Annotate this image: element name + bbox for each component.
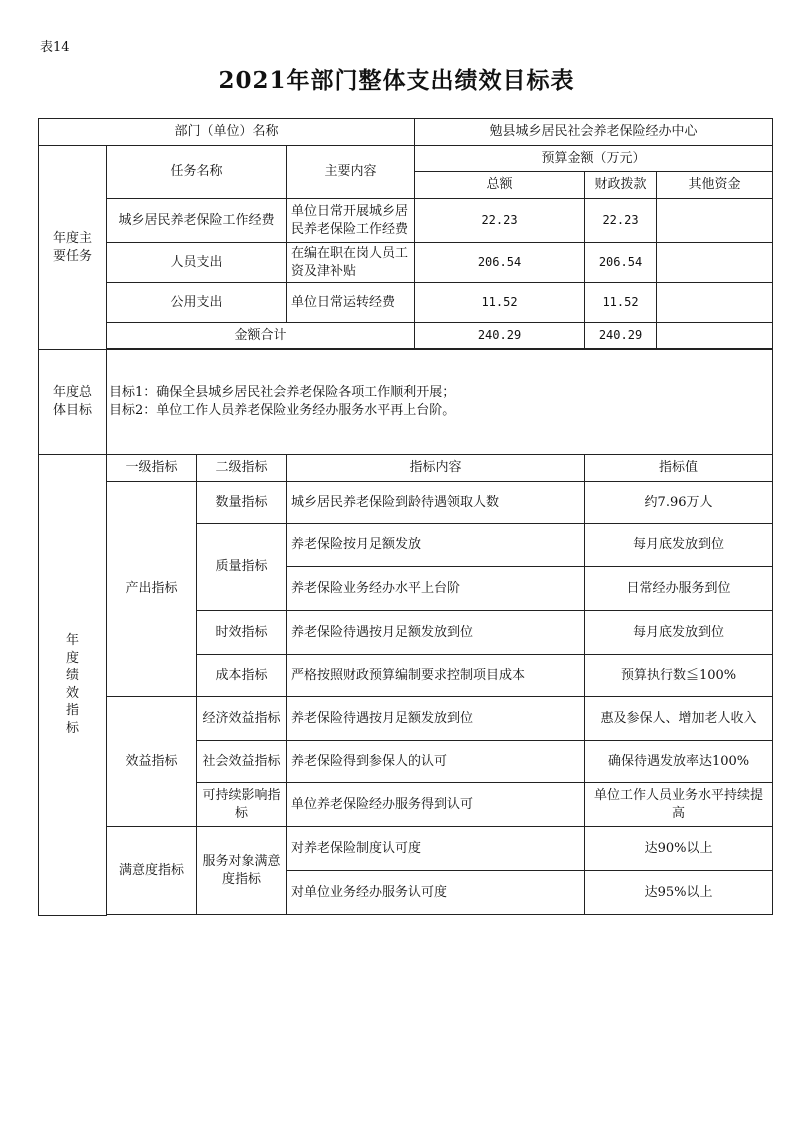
indicator-content: 单位养老保险经办服务得到认可 <box>287 783 585 827</box>
page-title: 2021年部门整体支出绩效目标表 <box>218 67 575 94</box>
task-total: 22.23 <box>415 199 585 243</box>
service-satisfaction-label: 服务对象满意度指标 <box>197 827 287 915</box>
indicator-content: 对养老保险制度认可度 <box>287 827 585 871</box>
level1-header: 一级指标 <box>107 455 197 482</box>
task-name-header: 任务名称 <box>107 146 287 199</box>
satisfaction-indicator-label: 满意度指标 <box>107 827 197 915</box>
indicator-content: 城乡居民养老保险到龄待遇领取人数 <box>287 482 585 524</box>
task-other <box>657 199 773 243</box>
annual-tasks-label: 年度主要任务 <box>39 146 107 350</box>
goal-line: 目标1：确保全县城乡居民社会养老保险各项工作顺利开展； <box>109 384 456 400</box>
performance-indicators-label: 年度绩效指标 <box>39 455 107 916</box>
task-other <box>657 243 773 283</box>
task-name: 城乡居民养老保险工作经费 <box>107 199 287 243</box>
main-content-header: 主要内容 <box>287 146 415 199</box>
fiscal-header: 财政拨款 <box>585 172 657 199</box>
indicator-value: 单位工作人员业务水平持续提高 <box>585 783 773 827</box>
task-content: 单位日常运转经费 <box>287 283 415 323</box>
indicator-content: 对单位业务经办服务认可度 <box>287 871 585 915</box>
task-content: 单位日常开展城乡居民养老保险工作经费 <box>287 199 415 243</box>
indicator-value: 日常经办服务到位 <box>585 567 773 611</box>
indicator-content: 养老保险待遇按月足额发放到位 <box>287 611 585 655</box>
task-content: 在编在职在岗人员工资及津补贴 <box>287 243 415 283</box>
indicator-value: 确保待遇发放率达100% <box>585 741 773 783</box>
indicator-content: 养老保险得到参保人的认可 <box>287 741 585 783</box>
benefit-indicator-label: 效益指标 <box>107 697 197 827</box>
indicator-value: 每月底发放到位 <box>585 524 773 567</box>
task-fiscal: 206.54 <box>585 243 657 283</box>
task-total: 11.52 <box>415 283 585 323</box>
task-fiscal: 11.52 <box>585 283 657 323</box>
indicator-content: 养老保险待遇按月足额发放到位 <box>287 697 585 741</box>
level2-header: 二级指标 <box>197 455 287 482</box>
indicator-value: 每月底发放到位 <box>585 611 773 655</box>
timeliness-indicator-label: 时效指标 <box>197 611 287 655</box>
other-funds-header: 其他资金 <box>657 172 773 199</box>
sum-fiscal: 240.29 <box>585 323 657 349</box>
total-header: 总额 <box>415 172 585 199</box>
annual-goals-content <box>107 350 773 455</box>
cost-indicator-label: 成本指标 <box>197 655 287 697</box>
task-name: 公用支出 <box>107 283 287 323</box>
task-other <box>657 283 773 323</box>
sustainability-label: 可持续影响指标 <box>197 783 287 827</box>
indicator-value: 达95%以上 <box>585 871 773 915</box>
task-name: 人员支出 <box>107 243 287 283</box>
task-total: 206.54 <box>415 243 585 283</box>
quantity-indicator-label: 数量指标 <box>197 482 287 524</box>
quality-indicator-label: 质量指标 <box>197 524 287 611</box>
sum-label: 金额合计 <box>107 323 415 349</box>
output-indicator-label: 产出指标 <box>107 482 197 697</box>
indicator-value: 达90%以上 <box>585 827 773 871</box>
performance-target-table <box>38 118 773 916</box>
sum-other <box>657 323 773 349</box>
table-number-label: 表14 <box>40 40 70 55</box>
budget-amount-header: 预算金额（万元） <box>415 146 773 172</box>
annual-goals-label: 年度总体目标 <box>39 350 107 455</box>
indicator-content: 养老保险业务经办水平上台阶 <box>287 567 585 611</box>
task-sum-row <box>39 323 773 349</box>
task-fiscal: 22.23 <box>585 199 657 243</box>
sum-total: 240.29 <box>415 323 585 349</box>
task-row <box>39 243 773 283</box>
dept-name-value: 勉县城乡居民社会养老保险经办中心 <box>415 119 773 146</box>
goal-line: 目标2：单位工作人员养老保险业务经办服务水平再上台阶。 <box>109 403 456 418</box>
economic-benefit-label: 经济效益指标 <box>197 697 287 741</box>
task-row <box>39 199 773 243</box>
task-row <box>39 283 773 323</box>
social-benefit-label: 社会效益指标 <box>197 741 287 783</box>
indicator-value: 预算执行数≦100% <box>585 655 773 697</box>
indicator-value-header: 指标值 <box>585 455 773 482</box>
indicator-value: 惠及参保人、增加老人收入 <box>585 697 773 741</box>
dept-name-label: 部门（单位）名称 <box>39 119 415 146</box>
indicator-content: 养老保险按月足额发放 <box>287 524 585 567</box>
indicator-content: 严格按照财政预算编制要求控制项目成本 <box>287 655 585 697</box>
indicator-content-header: 指标内容 <box>287 455 585 482</box>
indicator-value: 约7.96万人 <box>585 482 773 524</box>
